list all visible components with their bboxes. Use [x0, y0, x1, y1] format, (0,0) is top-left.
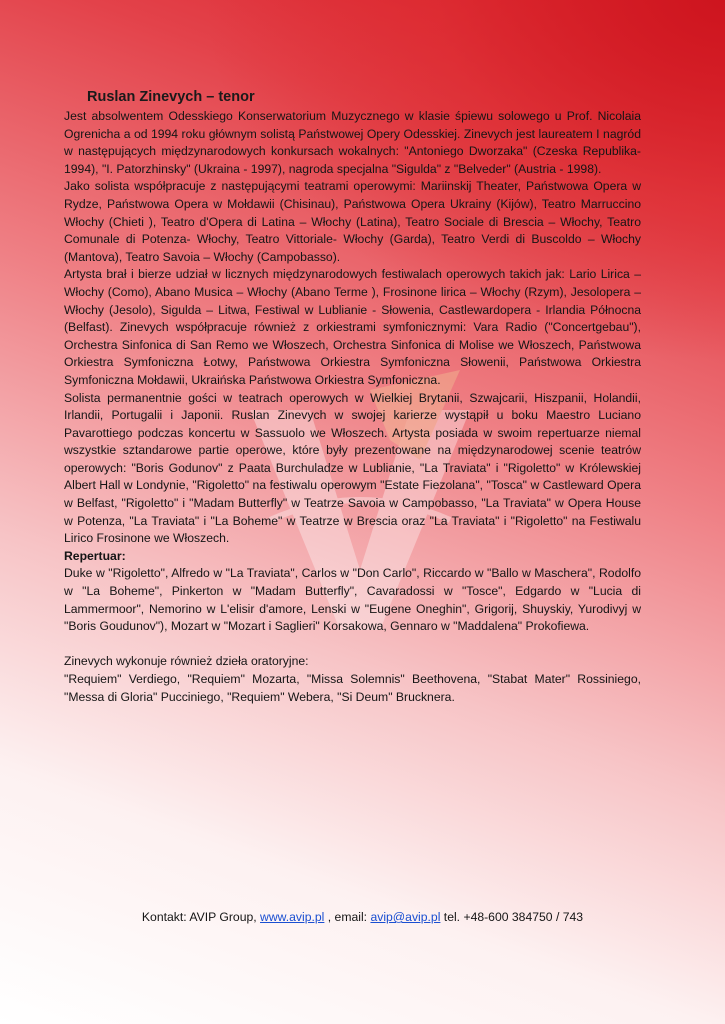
repertoire-heading: Repertuar: [64, 548, 126, 563]
bio-paragraph-career: Solista permanentnie gości w teatrach operowych w Wielkiej Brytanii, Szwajcarii, Hiszpanii, Holandii, Irlandii, Portugalii i Japonii. Ruslan Zinevych w swojej karierze wystąpił u boku Maestro Luciano Pavarottiego podczas koncertu w Sassuolo we Włoszech. Artysta posiada w swoim repertuarze niemal wszystkie sztandarowe partie operowe, które były prezentowane na międzynarodowej scenie teatrów operowych: "Boris Godunov" z Paata Burchuladze w Lublianie, "La Traviata" i "Rigoletto" w Królewskiej Albert Hall w Londynie, "Rigoletto" na festiwalu operowym "Estate Fiezolana", "Tosca" w Castleward Opera w Belfast, "Rigoletto" i "Madam Butterfly" w Teatrze Savoia w Campobasso, "La Traviata" w Opera House w Potenza, "La Traviata" i "La Boheme" w Teatrze w Brescia oraz "La Traviata" i "Rigoletto" na Festiwalu Lirico Frosinone we Włoszech. [64, 390, 641, 546]
footer-phone: tel. +48-600 384750 / 743 [440, 910, 584, 924]
bio-paragraph-education: Jest absolwentem Odesskiego Konserwatorium Muzycznego w klasie śpiewu solowego u Prof. Nicolaia Ogrenicha a od 1994 roku głównym solistą Państwowej Opery Odesskiej. Zinevych jest laureatem I nagród w następujących międzynarodowych konkursach wokalnych: "Antoniego Dworzaka" (Czeska Republika-1994), "I. Patorzhinsky" (Ukraina - 1997), nagroda specjalna "Sigulda" z "Belveder" (Austria - 1998). [64, 109, 641, 176]
footer-email-label: , email: [324, 910, 371, 924]
oratorio-intro: Zinevych wykonuje również dzieła oratoryjne: [64, 654, 309, 669]
oratorio-text: "Requiem" Verdiego, "Requiem" Mozarta, "Missa Solemnis" Beethovena, "Stabat Mater" Rossiniego, "Messa di Gloria" Pucciniego, "Requiem" Webera, "Si Deum" Brucknera. [64, 672, 641, 704]
contact-footer [0, 910, 725, 924]
spacer [64, 636, 641, 654]
repertoire-text: Duke w "Rigoletto", Alfredo w "La Traviata", Carlos w "Don Carlo", Riccardo w "Ballo w Maschera", Rodolfo w "La Boheme", Pinkerton w "Madam Butterfly", Cavaradossi w "Tosce", Edgardo w "Lucia di Lammermoor", Nemorino w L'elisir d'amore, Lenski w "Eugene Oneghin", Grigorij, Shuyskiy, Yurodivyj w "Boris Goudunov"), Mozart w "Mozart i Saglieri" Korsakowa, Gennaro w "Maddalena" Prokofiewa. [64, 566, 641, 634]
document-body [64, 88, 641, 706]
bio-paragraph-festivals: Artysta brał i bierze udział w licznych międzynarodowych festiwalach operowych takich jak: Lario Lirica – Włochy (Como), Abano Musica – Włochy (Abano Terme ), Frosinone lirica – Włochy (Rzym), Jesolopera – Włochy (Jesolo), Sigulda – Litwa, Festiwal w Lublianie - Słowenia, Castlewardopera - Irlandia Północna (Belfast). Zinevych współpracuje również z orkiestrami symfonicznymi: Vara Radio ("Concertgebau"), Orchestra Sinfonica di San Remo we Włoszech, Orchestra Sinfonica di Molise we Włoszech, Państwowa Orkiestra Symfoniczna Łotwy, Państwowa Orkiestra Symfoniczna Słowenii, Państwowa Orkiestra Symfoniczna Mołdawii, Ukraińska Państwowa Orkiestra Symfoniczna. [64, 267, 641, 387]
email-link[interactable]: avip@avip.pl [370, 910, 441, 924]
page-title: Ruslan Zinevych – tenor [87, 89, 255, 105]
footer-prefix: Kontakt: AVIP Group, [141, 910, 261, 924]
bio-paragraph-theaters: Jako solista współpracuje z następującymi teatrami operowymi: Mariinskij Theater, Państwowa Opera w Rydze, Państwowa Opera w Mołdawii (Chisinau), Państwowa Opera Ukrainy (Kijów), Teatro Marruccino Włochy (Chieti ), Teatro d'Opera di Latina – Włochy (Latina), Teatro Sociale di Brescia – Włochy, Teatro Comunale di Potenza- Włochy, Teatro Vittoriale- Włochy (Garda), Teatro Verdi di Buscoldo – Włochy (Mantova), Teatro Savoia – Włochy (Campobasso). [64, 179, 641, 264]
website-link[interactable]: www.avip.pl [260, 910, 325, 924]
